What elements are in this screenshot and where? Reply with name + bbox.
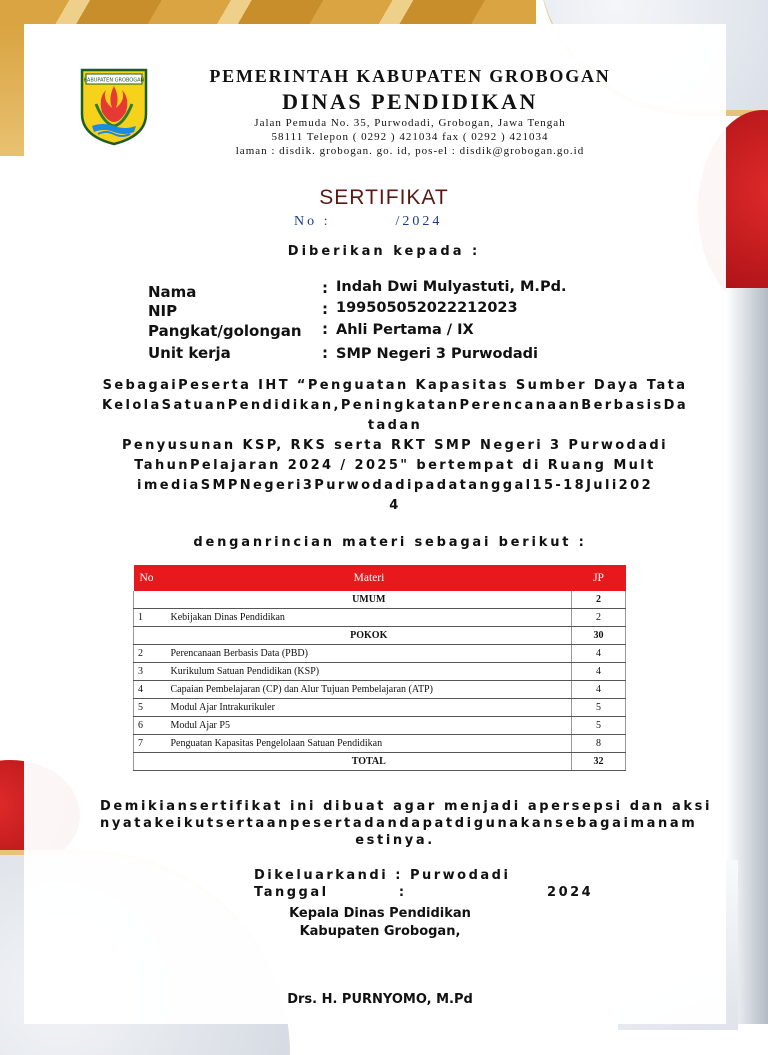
signatory-region: Kabupaten Grobogan, <box>299 924 461 939</box>
description-line: imediaSMPNegeri3Purwodadipadatanggal15-18Juli202 <box>136 478 654 493</box>
svg-text:KABUPATEN GROBOGAN: KABUPATEN GROBOGAN <box>83 77 145 84</box>
cell-jp: 8 <box>572 735 626 753</box>
table-group-row <box>134 591 626 609</box>
materials-table <box>133 565 626 771</box>
cell-materi: Perencanaan Berbasis Data (PBD) <box>167 645 572 663</box>
cell-no: 1 <box>134 609 167 627</box>
rank-value: Ahli Pertama / IX <box>336 322 474 338</box>
phone-line: 58111 Telepon ( 0292 ) 421034 fax ( 0292 ) 421034 <box>271 131 549 143</box>
colon: : <box>322 320 328 338</box>
header-materi: Materi <box>167 565 572 591</box>
cell-jp: 2 <box>572 609 626 627</box>
cell-no <box>134 627 167 645</box>
closing-line: estinya. <box>355 833 435 848</box>
table-header-row <box>134 565 626 591</box>
colon: : <box>322 279 328 297</box>
signatory-position: Kepala Dinas Pendidikan <box>289 906 471 921</box>
nip-label: NIP <box>148 302 178 320</box>
description-line: tadan <box>367 418 423 433</box>
cell-jp: 4 <box>572 681 626 699</box>
name-value: Indah Dwi Mulyastuti, M.Pd. <box>336 279 567 295</box>
grobogan-logo-icon <box>78 64 150 146</box>
cell-jp: 30 <box>572 627 626 645</box>
name-label: Nama <box>148 283 197 301</box>
closing-paragraph <box>100 798 713 849</box>
description-line: TahunPelajaran 2024 / 2025" bertempat di Ruang Mult <box>134 458 656 473</box>
table-row <box>134 699 626 717</box>
table-group-row <box>134 753 626 771</box>
cell-jp: 32 <box>572 753 626 771</box>
closing-line: Demikiansertifikat ini dibuat agar menjadi apersepsi dan aksi <box>100 799 713 814</box>
cell-materi: Modul Ajar Intrakurikuler <box>167 699 572 717</box>
table-row <box>134 609 626 627</box>
cell-jp: 5 <box>572 699 626 717</box>
description-line: KelolaSatuanPendidikan,PeningkatanPerencanaanBerbasisDa <box>102 398 688 413</box>
nip-value: 199505052022212023 <box>336 300 518 316</box>
header-no: No <box>134 565 167 591</box>
certificate-title: SERTIFIKAT <box>319 186 449 209</box>
cell-materi: UMUM <box>167 591 572 609</box>
work-unit-label: Unit kerja <box>148 344 231 362</box>
header-jp: JP <box>572 565 626 591</box>
certificate-number: No : /2024 <box>294 214 443 229</box>
table-row <box>134 663 626 681</box>
table-row <box>134 717 626 735</box>
detail-intro: denganrincian materi sebagai berikut : <box>193 535 587 550</box>
signatory-name: Drs. H. PURNYOMO, M.Pd <box>287 992 473 1007</box>
description-paragraph <box>100 376 690 516</box>
web-email-line: laman : disdik. grobogan. go. id, pos-el : disdik@grobogan.go.id <box>235 145 585 157</box>
closing-line: nyatakeikutsertaanpesertadandapatdigunakansebagaimanam <box>100 816 698 831</box>
cell-materi: POKOK <box>167 627 572 645</box>
cell-jp: 5 <box>572 717 626 735</box>
table-row <box>134 735 626 753</box>
cell-materi: Capaian Pembelajaran (CP) dan Alur Tujuan Pembelajaran (ATP) <box>167 681 572 699</box>
cell-no <box>134 591 167 609</box>
cell-no: 7 <box>134 735 167 753</box>
description-line: Penyusunan KSP, RKS serta RKT SMP Negeri 3 Purwodadi <box>121 438 668 453</box>
gold-border-top <box>0 0 536 24</box>
table-row <box>134 681 626 699</box>
cell-no: 2 <box>134 645 167 663</box>
table-row <box>134 645 626 663</box>
description-line: 4 <box>389 498 401 513</box>
cell-jp: 4 <box>572 645 626 663</box>
cell-materi: Kebijakan Dinas Pendidikan <box>167 609 572 627</box>
cell-no: 6 <box>134 717 167 735</box>
agency-name: DINAS PENDIDIKAN <box>282 89 538 114</box>
table-group-row <box>134 627 626 645</box>
issued-date: Tanggal : 2024 <box>254 885 594 900</box>
issued-place: Dikeluarkandi : Purwodadi <box>254 868 511 883</box>
cell-no: 5 <box>134 699 167 717</box>
rank-label: Pangkat/golongan <box>148 322 302 340</box>
cell-jp: 4 <box>572 663 626 681</box>
colon: : <box>322 300 328 318</box>
government-name: PEMERINTAH KABUPATEN GROBOGAN <box>209 66 611 86</box>
cell-materi: Kurikulum Satuan Pendidikan (KSP) <box>167 663 572 681</box>
given-to-label: Diberikan kepada : <box>287 244 481 259</box>
cell-materi: Penguatan Kapasitas Pengelolaan Satuan Pendidikan <box>167 735 572 753</box>
description-line: SebagaiPeserta IHT “Penguatan Kapasitas Sumber Daya Tata <box>102 378 688 393</box>
cell-no: 4 <box>134 681 167 699</box>
cell-materi: TOTAL <box>167 753 572 771</box>
letterhead <box>160 66 660 157</box>
colon: : <box>322 344 328 362</box>
address-line: Jalan Pemuda No. 35, Purwodadi, Grobogan, Jawa Tengah <box>254 117 566 129</box>
cell-jp: 2 <box>572 591 626 609</box>
work-unit-value: SMP Negeri 3 Purwodadi <box>336 346 539 362</box>
cell-materi: Modul Ajar P5 <box>167 717 572 735</box>
cell-no <box>134 753 167 771</box>
cell-no: 3 <box>134 663 167 681</box>
gold-border-left <box>0 24 24 156</box>
